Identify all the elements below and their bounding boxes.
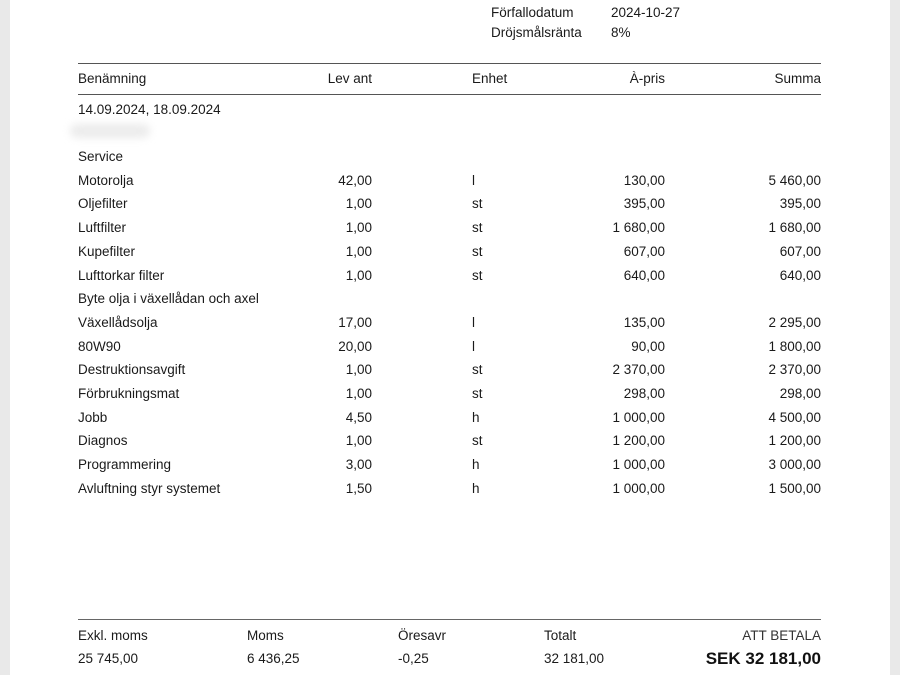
item-unit-price: 640,00 (623, 267, 665, 283)
total-label: Totalt (544, 628, 577, 643)
item-name: Kupefilter (78, 243, 136, 259)
excl-vat-label: Exkl. moms (78, 628, 148, 643)
item-quantity: 1,50 (345, 480, 372, 496)
item-unit: h (472, 457, 480, 473)
col-header-description: Benämning (78, 71, 147, 86)
item-sum: 640,00 (779, 267, 821, 283)
item-unit: st (472, 267, 483, 283)
item-unit: st (472, 243, 483, 259)
item-unit: l (472, 172, 475, 188)
rounding-label: Öresavr (398, 628, 447, 643)
vat-value: 6 436,25 (247, 651, 300, 666)
item-quantity: 1,00 (345, 386, 372, 401)
item-sum: 5 460,00 (768, 172, 821, 188)
item-quantity: 1,00 (345, 433, 372, 449)
item-quantity: 42,00 (338, 172, 372, 188)
item-sum: 2 295,00 (768, 314, 821, 330)
item-name: Förbrukningsmat (78, 386, 180, 401)
item-name: Programmering (78, 457, 172, 473)
interest-value: 8% (611, 25, 631, 40)
interest-label: Dröjsmålsränta (491, 25, 582, 40)
item-name: Lufttorkar filter (78, 267, 165, 283)
item-quantity: 3,00 (345, 457, 372, 473)
item-quantity: 1,00 (345, 220, 372, 236)
item-name: Motorolja (78, 172, 134, 188)
item-quantity: 17,00 (338, 314, 372, 330)
invoice-page (10, 0, 890, 675)
item-sum: 1 680,00 (768, 220, 821, 236)
col-header-quantity: Lev ant (327, 71, 372, 86)
total-value: 32 181,00 (544, 651, 605, 666)
item-unit: h (472, 409, 480, 425)
item-name: Jobb (78, 409, 108, 425)
item-quantity: 1,00 (345, 196, 372, 212)
rounding-value: -0,25 (398, 651, 429, 666)
item-name: Växellådsolja (78, 314, 158, 330)
item-quantity: 4,50 (345, 409, 372, 425)
item-name: Avluftning styr systemet (78, 480, 221, 496)
item-unit-price: 1 200,00 (612, 433, 665, 449)
item-unit: l (472, 338, 475, 354)
due-date-value: 2024-10-27 (611, 5, 681, 20)
item-unit: st (472, 362, 483, 378)
item-sum: 4 500,00 (768, 409, 821, 425)
excl-vat-value: 25 745,00 (78, 651, 139, 666)
item-sum: 607,00 (779, 243, 821, 259)
item-unit: l (472, 314, 475, 330)
item-unit-price: 1 000,00 (612, 457, 665, 473)
item-quantity: 1,00 (345, 362, 372, 378)
header-bottom-rule (78, 94, 821, 95)
item-sum: 395,00 (779, 196, 821, 212)
item-name: Service (78, 149, 124, 164)
item-unit: st (472, 433, 483, 449)
item-quantity: 1,00 (345, 243, 372, 259)
item-name: Byte olja i växellådan och axel (78, 291, 259, 307)
item-quantity: 1,00 (345, 267, 372, 283)
item-sum: 1 800,00 (768, 338, 821, 354)
item-quantity: 20,00 (338, 338, 372, 354)
item-name: Oljefilter (78, 196, 128, 212)
item-unit-price: 130,00 (623, 172, 665, 188)
item-unit-price: 1 680,00 (612, 220, 665, 236)
item-unit-price: 2 370,00 (612, 362, 665, 378)
redacted-text (70, 124, 150, 138)
item-name: Diagnos (78, 433, 128, 449)
vat-label: Moms (247, 628, 284, 643)
col-header-unit: Enhet (472, 71, 508, 86)
amount-due-label: ATT BETALA (742, 628, 821, 643)
item-sum: 2 370,00 (768, 362, 821, 378)
item-unit: h (472, 480, 480, 496)
item-unit-price: 607,00 (623, 243, 665, 259)
item-name: 80W90 (78, 338, 121, 354)
item-unit: st (472, 386, 483, 401)
item-unit-price: 395,00 (623, 196, 665, 212)
due-date-label: Förfallodatum (491, 5, 574, 20)
item-unit-price: 1 000,00 (612, 480, 665, 496)
item-name: Luftfilter (78, 220, 127, 236)
item-unit-price: 1 000,00 (612, 409, 665, 425)
item-unit-price: 298,00 (623, 386, 665, 401)
item-sum: 298,00 (779, 386, 821, 401)
item-sum: 1 500,00 (768, 480, 821, 496)
amount-due-value: SEK 32 181,00 (705, 649, 821, 668)
header-top-rule (78, 63, 821, 64)
totals-rule (78, 619, 821, 620)
col-header-unit-price: À-pris (629, 71, 665, 86)
item-unit-price: 135,00 (623, 314, 665, 330)
item-unit: st (472, 220, 483, 236)
item-unit-price: 90,00 (631, 338, 665, 354)
item-sum: 3 000,00 (768, 457, 821, 473)
service-dates: 14.09.2024, 18.09.2024 (78, 102, 221, 117)
item-sum: 1 200,00 (768, 433, 821, 449)
item-unit: st (472, 196, 483, 212)
item-name: Destruktionsavgift (78, 362, 186, 378)
col-header-sum: Summa (774, 71, 821, 86)
